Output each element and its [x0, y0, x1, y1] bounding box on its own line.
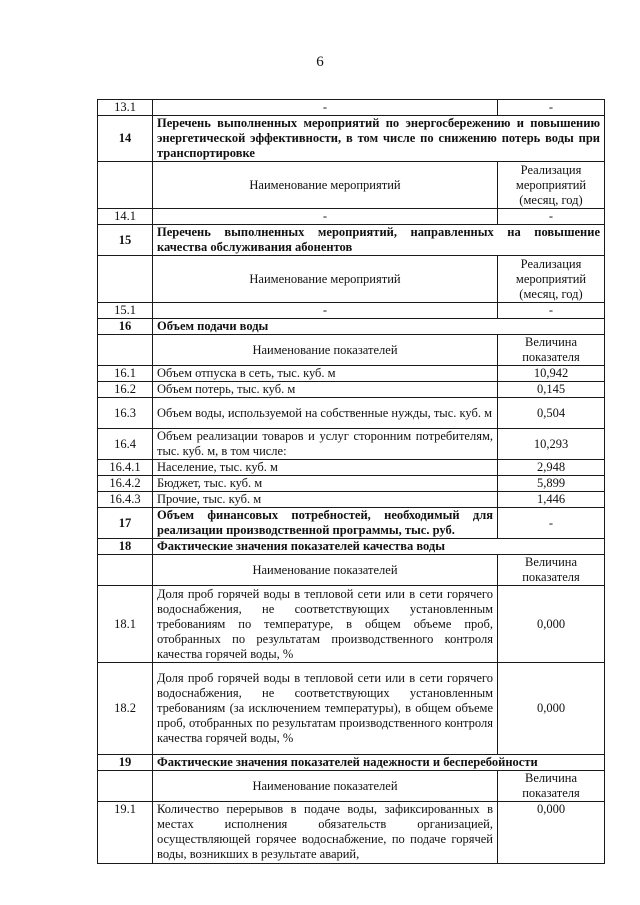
- row-16-2: [98, 382, 605, 398]
- section-19: [98, 755, 605, 771]
- row-16-4: [98, 429, 605, 460]
- column-header-value: Величина показателя: [498, 335, 605, 366]
- row-number: 16.4: [98, 429, 153, 460]
- row-value: -: [498, 303, 605, 319]
- column-header-name: Наименование мероприятий: [153, 162, 498, 209]
- section-title: Фактические значения показателей надежности и бесперебойности: [153, 755, 605, 771]
- row-16-4-3: [98, 492, 605, 508]
- row-18-2: [98, 663, 605, 755]
- row-value: 0,504: [498, 398, 605, 429]
- section-number: 19: [98, 755, 153, 771]
- row-text: Доля проб горячей воды в тепловой сети или в сети горячего водоснабжения, не соответствующих установленным требованиям по температуре, в общем объеме проб, отобранных по результатам производственного контроля качества горячей воды, %: [153, 586, 498, 663]
- section-number: 18: [98, 539, 153, 555]
- empty-cell: [98, 256, 153, 303]
- column-header-value: Реализация мероприятий (месяц, год): [498, 256, 605, 303]
- section-18: [98, 539, 605, 555]
- row-16-4-2: [98, 476, 605, 492]
- section-title: Фактические значения показателей качества воды: [153, 539, 605, 555]
- empty-cell: [98, 555, 153, 586]
- row-text: -: [153, 100, 498, 116]
- row-number: 16.4.2: [98, 476, 153, 492]
- empty-cell: [98, 771, 153, 802]
- report-table: [97, 99, 605, 864]
- row-value: 2,948: [498, 460, 605, 476]
- row-value: 0,000: [498, 663, 605, 755]
- row-13-1: [98, 100, 605, 116]
- row-value: -: [498, 100, 605, 116]
- row-value: 0,000: [498, 802, 605, 864]
- empty-cell: [98, 162, 153, 209]
- column-header-name: Наименование показателей: [153, 555, 498, 586]
- row-number: 16.4.3: [98, 492, 153, 508]
- row-number: 16.2: [98, 382, 153, 398]
- column-header-value: Величина показателя: [498, 555, 605, 586]
- row-value: 10,942: [498, 366, 605, 382]
- row-16-1: [98, 366, 605, 382]
- section-15-header: [98, 256, 605, 303]
- column-header-name: Наименование показателей: [153, 335, 498, 366]
- row-text: Объем потерь, тыс. куб. м: [153, 382, 498, 398]
- section-number: 15: [98, 225, 153, 256]
- section-14-header: [98, 162, 605, 209]
- section-title: Перечень выполненных мероприятий, направленных на повышение качества обслуживания абонентов: [153, 225, 605, 256]
- section-14: [98, 116, 605, 162]
- row-14-1: [98, 209, 605, 225]
- section-title: Перечень выполненных мероприятий по энергосбережению и повышению энергетической эффективности, в том числе по снижению потерь воды при транспортировке: [153, 116, 605, 162]
- row-number: 18.2: [98, 663, 153, 755]
- row-value: 0,145: [498, 382, 605, 398]
- row-text: Население, тыс. куб. м: [153, 460, 498, 476]
- row-text: Объем реализации товаров и услуг сторонним потребителям, тыс. куб. м, в том числе:: [153, 429, 498, 460]
- row-text: Объем отпуска в сеть, тыс. куб. м: [153, 366, 498, 382]
- column-header-name: Наименование показателей: [153, 771, 498, 802]
- row-value: 10,293: [498, 429, 605, 460]
- row-number: 19.1: [98, 802, 153, 864]
- row-number: 16.1: [98, 366, 153, 382]
- row-18-1: [98, 586, 605, 663]
- column-header-value: Реализация мероприятий (месяц, год): [498, 162, 605, 209]
- row-value: 5,899: [498, 476, 605, 492]
- row-text: Доля проб горячей воды в тепловой сети или в сети горячего водоснабжения, не соответствующих установленным требованиям (за исключением температуры), в общем объеме проб, отобранных по результатам производственного контроля качества горячей воды, %: [153, 663, 498, 755]
- row-number: 13.1: [98, 100, 153, 116]
- column-header-value: Величина показателя: [498, 771, 605, 802]
- row-value: 1,446: [498, 492, 605, 508]
- row-number: 18.1: [98, 586, 153, 663]
- section-16: [98, 319, 605, 335]
- section-value: -: [498, 508, 605, 539]
- section-19-header: [98, 771, 605, 802]
- page-number: 6: [316, 54, 324, 70]
- row-text: -: [153, 303, 498, 319]
- row-value: -: [498, 209, 605, 225]
- row-text: -: [153, 209, 498, 225]
- row-number: 16.4.1: [98, 460, 153, 476]
- section-title: Объем подачи воды: [153, 319, 605, 335]
- row-value: 0,000: [498, 586, 605, 663]
- row-19-1: [98, 802, 605, 864]
- row-16-3: [98, 398, 605, 429]
- section-15: [98, 225, 605, 256]
- section-number: 16: [98, 319, 153, 335]
- row-text: Объем воды, используемой на собственные нужды, тыс. куб. м: [153, 398, 498, 429]
- row-number: 14.1: [98, 209, 153, 225]
- row-text: Прочие, тыс. куб. м: [153, 492, 498, 508]
- row-16-4-1: [98, 460, 605, 476]
- row-number: 16.3: [98, 398, 153, 429]
- section-number: 17: [98, 508, 153, 539]
- column-header-name: Наименование мероприятий: [153, 256, 498, 303]
- empty-cell: [98, 335, 153, 366]
- section-16-header: [98, 335, 605, 366]
- section-17: [98, 508, 605, 539]
- section-number: 14: [98, 116, 153, 162]
- row-15-1: [98, 303, 605, 319]
- section-title: Объем финансовых потребностей, необходимый для реализации производственной программы, тыс. руб.: [153, 508, 498, 539]
- section-18-header: [98, 555, 605, 586]
- row-text: Количество перерывов в подаче воды, зафиксированных в местах исполнения обязательств организацией, осуществляющей горячее водоснабжение, по подаче горячей воды, возникших в результате аварий,: [153, 802, 498, 864]
- row-number: 15.1: [98, 303, 153, 319]
- row-text: Бюджет, тыс. куб. м: [153, 476, 498, 492]
